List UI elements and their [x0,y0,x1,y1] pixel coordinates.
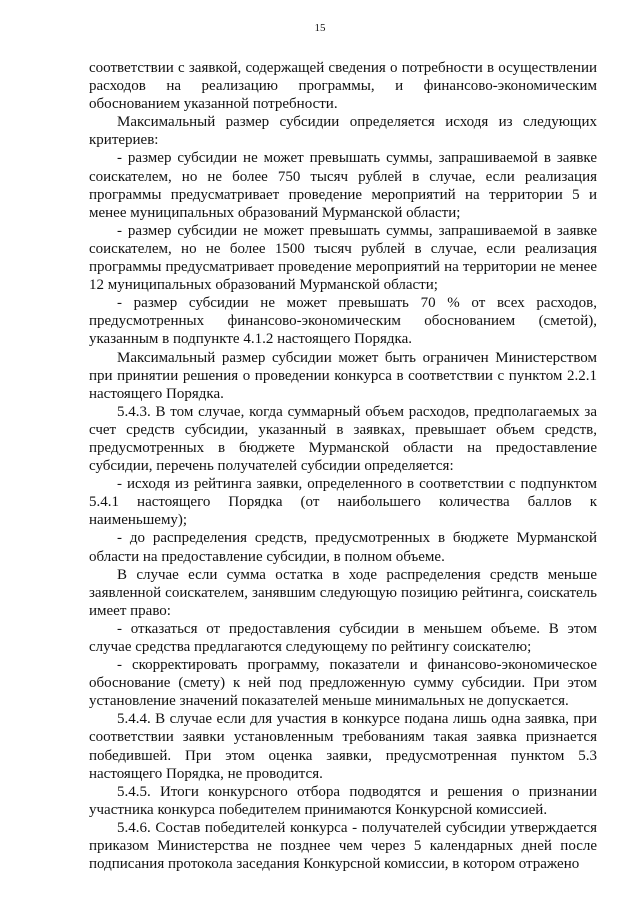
page-number: 15 [314,22,326,34]
paragraph: - размер субсидии не может превышать суммы, запрашиваемой в заявке соискателем, но не более 1500 тысяч рублей в случае, если реализация программы предусматривает проведение мероприятий на территории не менее 12 муниципальных образований Мурманской области; [89,222,597,294]
paragraph: - до распределения средств, предусмотренных в бюджете Мурманской области на предоставление субсидии, в полном объеме. [89,530,597,565]
paragraph: - скорректировать программу, показатели и финансово-экономическое обоснование (смету) к ней под предложенную сумму субсидии. При этом установление значений показателей меньше минимальных не допускается. [89,657,597,710]
paragraph: 5.4.3. В том случае, когда суммарный объем расходов, предполагаемых за счет средств субсидии, указанный в заявках, превышает объем средств, предусмотренных в бюджете Мурманской области на предоставление субсидии, перечень получателей субсидии определяется: [89,403,597,475]
paragraph: Максимальный размер субсидии определяется исходя из следующих критериев: [89,114,597,149]
paragraph: 5.4.5. Итоги конкурсного отбора подводятся и решения о признании участника конкурса победителем принимаются Конкурсной комиссией. [89,783,597,818]
paragraph: - размер субсидии не может превышать суммы, запрашиваемой в заявке соискателем, но не более 750 тысяч рублей в случае, если реализация программы предусматривает проведение мероприятий на территории 5 и менее муниципальных образований Мурманской области; [89,150,597,221]
document-body [89,59,597,873]
paragraph: - исходя из рейтинга заявки, определенного в соответствии с подпунктом 5.4.1 настоящего Порядка (от наибольшего количества баллов к наименьшему); [89,476,597,529]
paragraph: 5.4.6. Состав победителей конкурса - получателей субсидии утверждается приказом Министерства не позднее чем через 5 календарных дней после подписания протокола заседания Конкурсной комиссии, в котором отражено [89,819,597,873]
paragraph: В случае если сумма остатка в ходе распределения средств меньше заявленной соискателем, занявшим следующую позицию рейтинга, соискатель имеет право: [89,566,597,619]
paragraph: 5.4.4. В случае если для участия в конкурсе подана лишь одна заявка, при соответствии заявки установленным требованиям такая заявка признается победившей. При этом оценка заявки, предусмотренная пунктом 5.3 настоящего Порядка, не проводится. [89,711,597,782]
paragraph: соответствии с заявкой, содержащей сведения о потребности в осуществлении расходов на реализацию программы, и финансово-экономическим обоснованием указанной потребности. [89,60,597,113]
paragraph: - размер субсидии не может превышать 70 % от всех расходов, предусмотренных финансово-экономическим обоснованием (сметой), указанным в подпункте 4.1.2 настоящего Порядка. [89,295,597,348]
paragraph: - отказаться от предоставления субсидии в меньшем объеме. В этом случае средства предлагаются следующему по рейтингу соискателю; [89,620,597,655]
paragraph: Максимальный размер субсидии может быть ограничен Министерством при принятии решения о проведении конкурса в соответствии с пунктом 2.2.1 настоящего Порядка. [89,349,597,402]
